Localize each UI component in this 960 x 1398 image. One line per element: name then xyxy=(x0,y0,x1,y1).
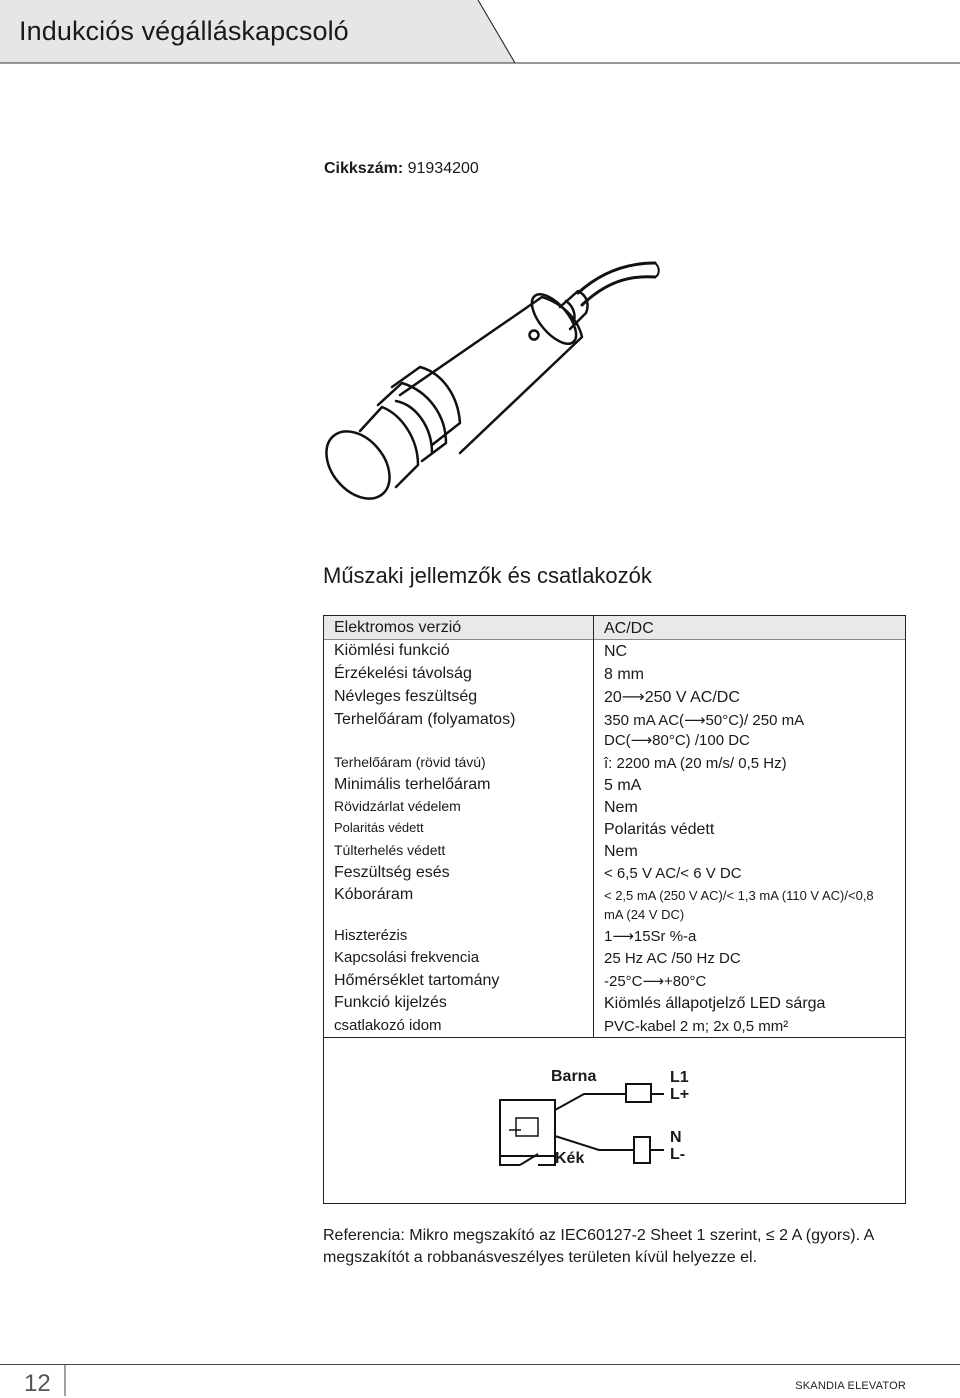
spec-value: Polaritás védett xyxy=(604,821,715,838)
reference-note: Referencia: Mikro megszakító az IEC60127-2 Sheet 1 szerint, ≤ 2 A (gyors). A megszakítót a robbanásveszélyes területen kívül helyezze el. xyxy=(323,1227,874,1266)
brown-wire xyxy=(555,1094,626,1110)
article-number-label: Cikkszám: xyxy=(324,160,404,177)
spec-value: 5 mA xyxy=(604,777,642,794)
article-number xyxy=(324,160,479,178)
terminal-1-name: L1 xyxy=(670,1069,689,1086)
blue-wire xyxy=(555,1136,634,1150)
spec-value: 8 mm xyxy=(604,666,644,683)
footer-rule xyxy=(0,1364,960,1365)
spec-key: Hőmérséklet tartomány xyxy=(334,972,500,989)
page-header xyxy=(0,0,960,70)
spec-value: PVC-kabel 2 m; 2x 0,5 mm² xyxy=(604,1018,789,1035)
spec-key: Rövidzárlat védelem xyxy=(334,798,461,814)
spec-value: Nem xyxy=(604,799,638,816)
spec-value: NC xyxy=(604,643,628,660)
spec-key: csatlakozó idom xyxy=(334,1017,442,1034)
spec-key: Elektromos verzió xyxy=(334,619,462,636)
spec-value: -25°C⟶+80°C xyxy=(604,973,707,990)
spec-value: Kiömlés állapotjelző LED sárga xyxy=(604,995,826,1012)
spec-value: î: 2200 mA (20 m/s/ 0,5 Hz) xyxy=(604,755,787,772)
section-title: Műszaki jellemzők és csatlakozók xyxy=(323,563,652,588)
spec-value: Nem xyxy=(604,843,638,860)
load-symbol xyxy=(634,1137,650,1163)
specifications-table xyxy=(323,615,906,1038)
spec-value: 20⟶250 V AC/DC xyxy=(604,689,740,706)
terminal-2 xyxy=(670,1129,685,1163)
terminal-2-polarity: L- xyxy=(670,1146,686,1163)
wire-label-blue: Kék xyxy=(555,1150,585,1167)
spec-key: Hiszterézis xyxy=(334,927,408,944)
spec-key: Terhelőáram (rövid távú) xyxy=(334,754,486,770)
terminal-1-polarity: L+ xyxy=(670,1086,690,1103)
spec-key: Kapcsolási frekvencia xyxy=(334,949,480,966)
spec-key: Minimális terhelőáram xyxy=(334,776,491,793)
fuse-symbol xyxy=(626,1084,651,1102)
sensor-illustration xyxy=(320,255,670,510)
spec-key: Érzékelési távolság xyxy=(334,665,472,682)
spec-value: < 6,5 V AC/< 6 V DC xyxy=(604,865,742,882)
spec-key: Funkció kijelzés xyxy=(334,994,447,1011)
spec-key: Kiömlési funkció xyxy=(334,642,450,659)
spec-value: 350 mA AC(⟶50°C)/ 250 mA DC(⟶80°C) /100 DC xyxy=(604,712,804,749)
table-column-divider xyxy=(593,616,594,1037)
spec-value: 25 Hz AC /50 Hz DC xyxy=(604,950,741,967)
spec-key: Névleges feszültség xyxy=(334,688,478,705)
inductive-sensor-drawing xyxy=(320,255,670,505)
terminal-2-name: N xyxy=(670,1129,682,1146)
spec-key: Polaritás védett xyxy=(334,820,424,835)
spec-key: Feszültség esés xyxy=(334,864,450,881)
page-number: 12 xyxy=(24,1370,51,1397)
spec-value: < 2,5 mA (250 V AC)/< 1,3 mA (110 V AC)/<0,8 mA (24 V DC) xyxy=(604,888,874,922)
wiring-diagram xyxy=(323,1038,906,1204)
terminal-1 xyxy=(670,1069,689,1103)
spec-value: AC/DC xyxy=(604,620,654,637)
spec-value: 1⟶15Sr %-a xyxy=(604,928,697,945)
brand-name: SKANDIA ELEVATOR xyxy=(795,1380,906,1392)
page-title: Indukciós végálláskapcsoló xyxy=(19,16,349,46)
spec-key: Terhelőáram (folyamatos) xyxy=(334,711,516,728)
spec-key: Kóboráram xyxy=(334,886,414,903)
sensor-symbol xyxy=(500,1100,555,1156)
wiring-schematic xyxy=(324,1038,907,1204)
article-number-value: 91934200 xyxy=(407,160,479,177)
spec-key: Túlterhelés védett xyxy=(334,842,446,858)
wire-label-brown: Barna xyxy=(551,1068,597,1085)
